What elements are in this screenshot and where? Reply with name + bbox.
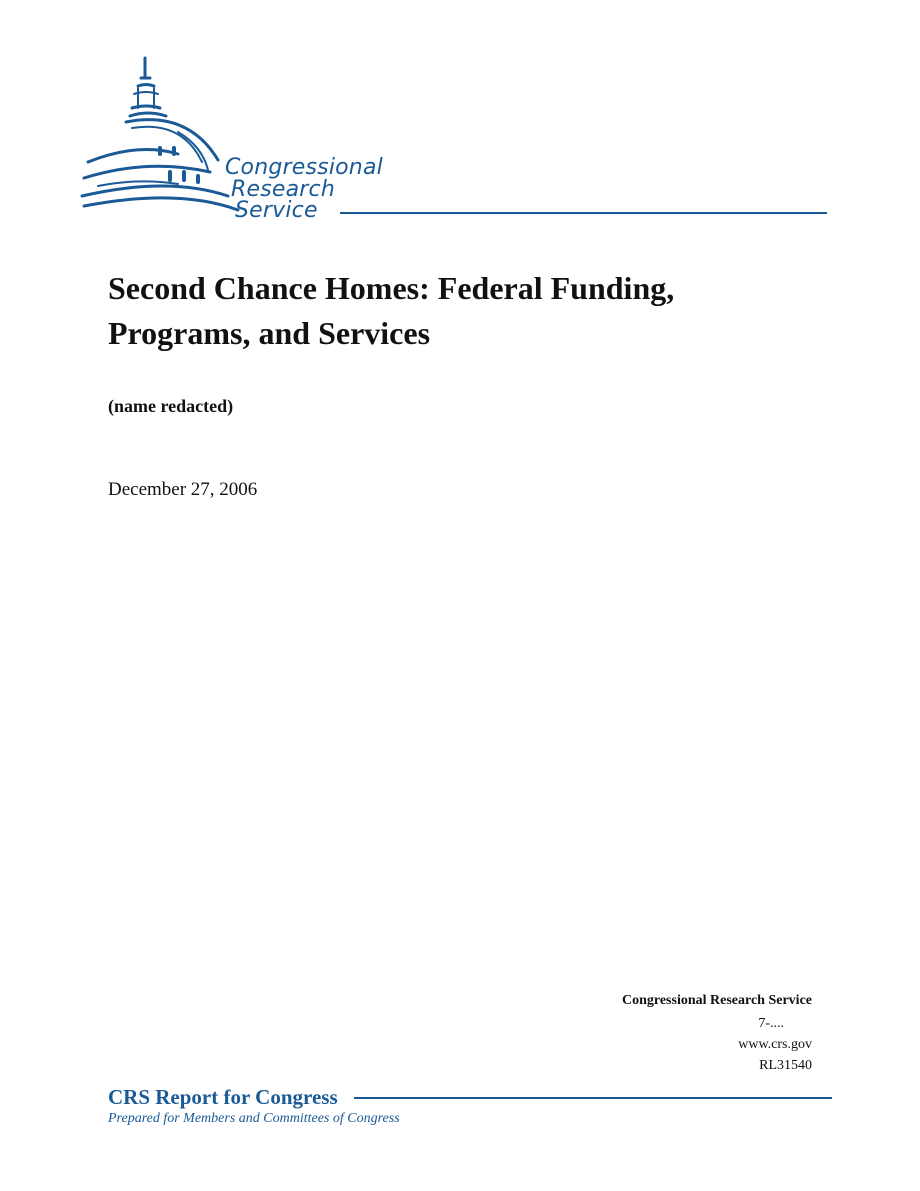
publisher-name: Congressional Research Service [621,993,812,1008]
order-code: 7-.... [758,1016,784,1031]
logo-text-congressional: Congressional [225,155,383,180]
logo-text-service: Service [235,198,318,223]
footer-subtitle: Prepared for Members and Committees of Congress [108,1111,400,1126]
website-link[interactable]: www.crs.gov [738,1037,812,1052]
footer-report-title: CRS Report for Congress [108,1085,338,1109]
report-number: RL31540 [759,1058,812,1073]
report-date: December 27, 2006 [108,479,258,500]
crs-logo [78,50,838,230]
author-name: (name redacted) [108,396,234,416]
report-title: Second Chance Homes: Federal Funding, Programs, and Services [108,270,675,351]
publisher-info [622,990,812,1076]
logo-text-research: Research [231,177,335,202]
logo-divider [340,212,827,214]
footer-divider [354,1097,832,1099]
